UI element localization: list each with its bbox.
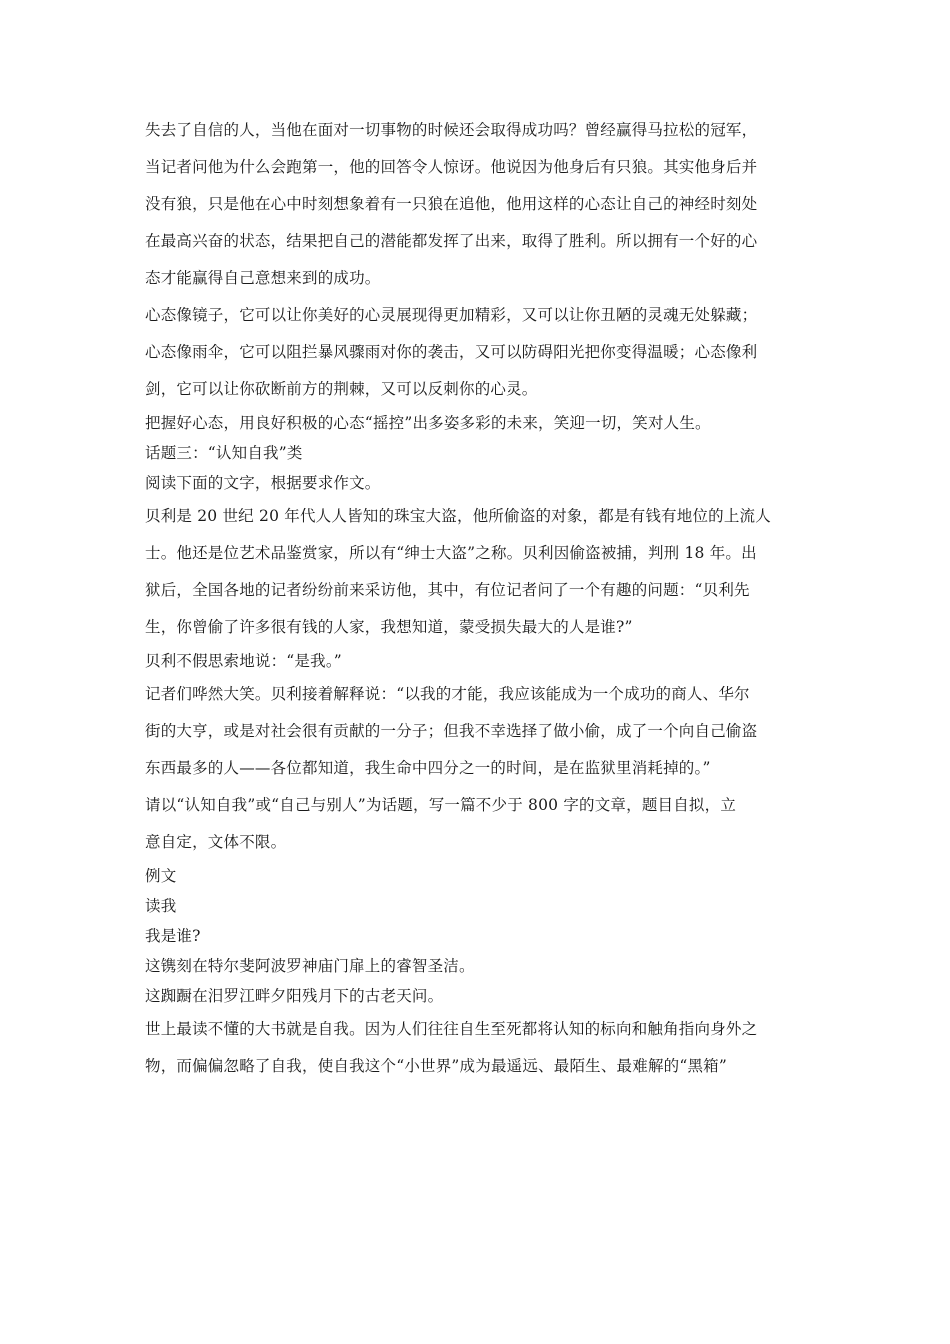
text-line: 失去了自信的人，当他在面对一切事物的时候还会取得成功吗？曾经赢得马拉松的冠军， xyxy=(145,121,758,139)
text-line: 心态像镜子，它可以让你美好的心灵展现得更加精彩，又可以让你丑陋的灵魂无处躲藏； xyxy=(145,306,758,324)
paragraph xyxy=(145,951,810,981)
paragraph xyxy=(145,921,810,951)
text-line: 士。他还是位艺术品鉴赏家，所以有“绅士大盗”之称。贝利因偷盗被捕，判刑 18 年。出 xyxy=(145,544,757,562)
text-line: 世上最读不懂的大书就是自我。因为人们往往自生至死都将认知的标向和触角指向身外之 xyxy=(145,1020,758,1038)
text-line: 街的大亨，或是对社会很有贡献的一分子；但我不幸选择了做小偷，成了一个向自己偷盗 xyxy=(145,722,758,740)
text-line: 把握好心态，用良好积极的心态“摇控”出多姿多彩的未来，笑迎一切，笑对人生。 xyxy=(145,414,711,432)
paragraph xyxy=(145,981,810,1011)
document-page xyxy=(145,112,810,1085)
text-line: 例文 xyxy=(145,867,177,885)
text-line: 没有狼，只是他在心中时刻想象着有一只狼在追他，他用这样的心态让自己的神经时刻处 xyxy=(145,195,758,213)
text-line: 意自定，文体不限。 xyxy=(145,833,287,851)
paragraph xyxy=(145,468,810,498)
paragraph xyxy=(145,498,810,646)
paragraph xyxy=(145,408,810,438)
paragraph xyxy=(145,676,810,787)
text-line: 物，而偏偏忽略了自我，使自我这个“小世界”成为最遥远、最陌生、最难解的“黑箱” xyxy=(145,1057,727,1075)
paragraph xyxy=(145,787,810,861)
text-line: 记者们哗然大笑。贝利接着解释说：“以我的才能，我应该能成为一个成功的商人、华尔 xyxy=(145,685,750,703)
text-line: 态才能赢得自己意想来到的成功。 xyxy=(145,269,381,287)
paragraph xyxy=(145,438,810,468)
text-line: 这镌刻在特尔斐阿波罗神庙门扉上的睿智圣洁。 xyxy=(145,957,475,975)
text-line: 请以“认知自我”或“自己与别人”为话题，写一篇不少于 800 字的文章，题目自拟，立 xyxy=(145,796,737,814)
paragraph xyxy=(145,891,810,921)
text-line: 当记者问他为什么会跑第一，他的回答令人惊讶。他说因为他身后有只狼。其实他身后并 xyxy=(145,158,758,176)
text-line: 贝利是 20 世纪 20 年代人人皆知的珠宝大盗，他所偷盗的对象，都是有钱有地位的上流人 xyxy=(145,507,771,525)
text-line: 生，你曾偷了许多很有钱的人家，我想知道，蒙受损失最大的人是谁?” xyxy=(145,618,633,636)
paragraph xyxy=(145,112,810,297)
text-line: 剑，它可以让你砍断前方的荆棘，又可以反刺你的心灵。 xyxy=(145,380,538,398)
text-line: 我是谁? xyxy=(145,927,201,945)
text-line: 阅读下面的文字，根据要求作文。 xyxy=(145,474,381,492)
paragraph xyxy=(145,1011,810,1085)
text-line: 心态像雨伞，它可以阻拦暴风骤雨对你的袭击，又可以防碍阳光把你变得温暖；心态像利 xyxy=(145,343,758,361)
text-line: 这踟蹰在汨罗江畔夕阳残月下的古老天问。 xyxy=(145,987,444,1005)
paragraph xyxy=(145,646,810,676)
text-line: 贝利不假思索地说：“是我。” xyxy=(145,652,342,670)
text-line: 话题三：“认知自我”类 xyxy=(145,444,303,462)
text-line: 在最高兴奋的状态，结果把自己的潜能都发挥了出来，取得了胜利。所以拥有一个好的心 xyxy=(145,232,758,250)
paragraph xyxy=(145,297,810,408)
text-line: 东西最多的人——各位都知道，我生命中四分之一的时间，是在监狱里消耗掉的。” xyxy=(145,759,711,777)
text-line: 狱后，全国各地的记者纷纷前来采访他，其中，有位记者问了一个有趣的问题：“贝利先 xyxy=(145,581,750,599)
text-line: 读我 xyxy=(145,897,177,915)
paragraph xyxy=(145,861,810,891)
